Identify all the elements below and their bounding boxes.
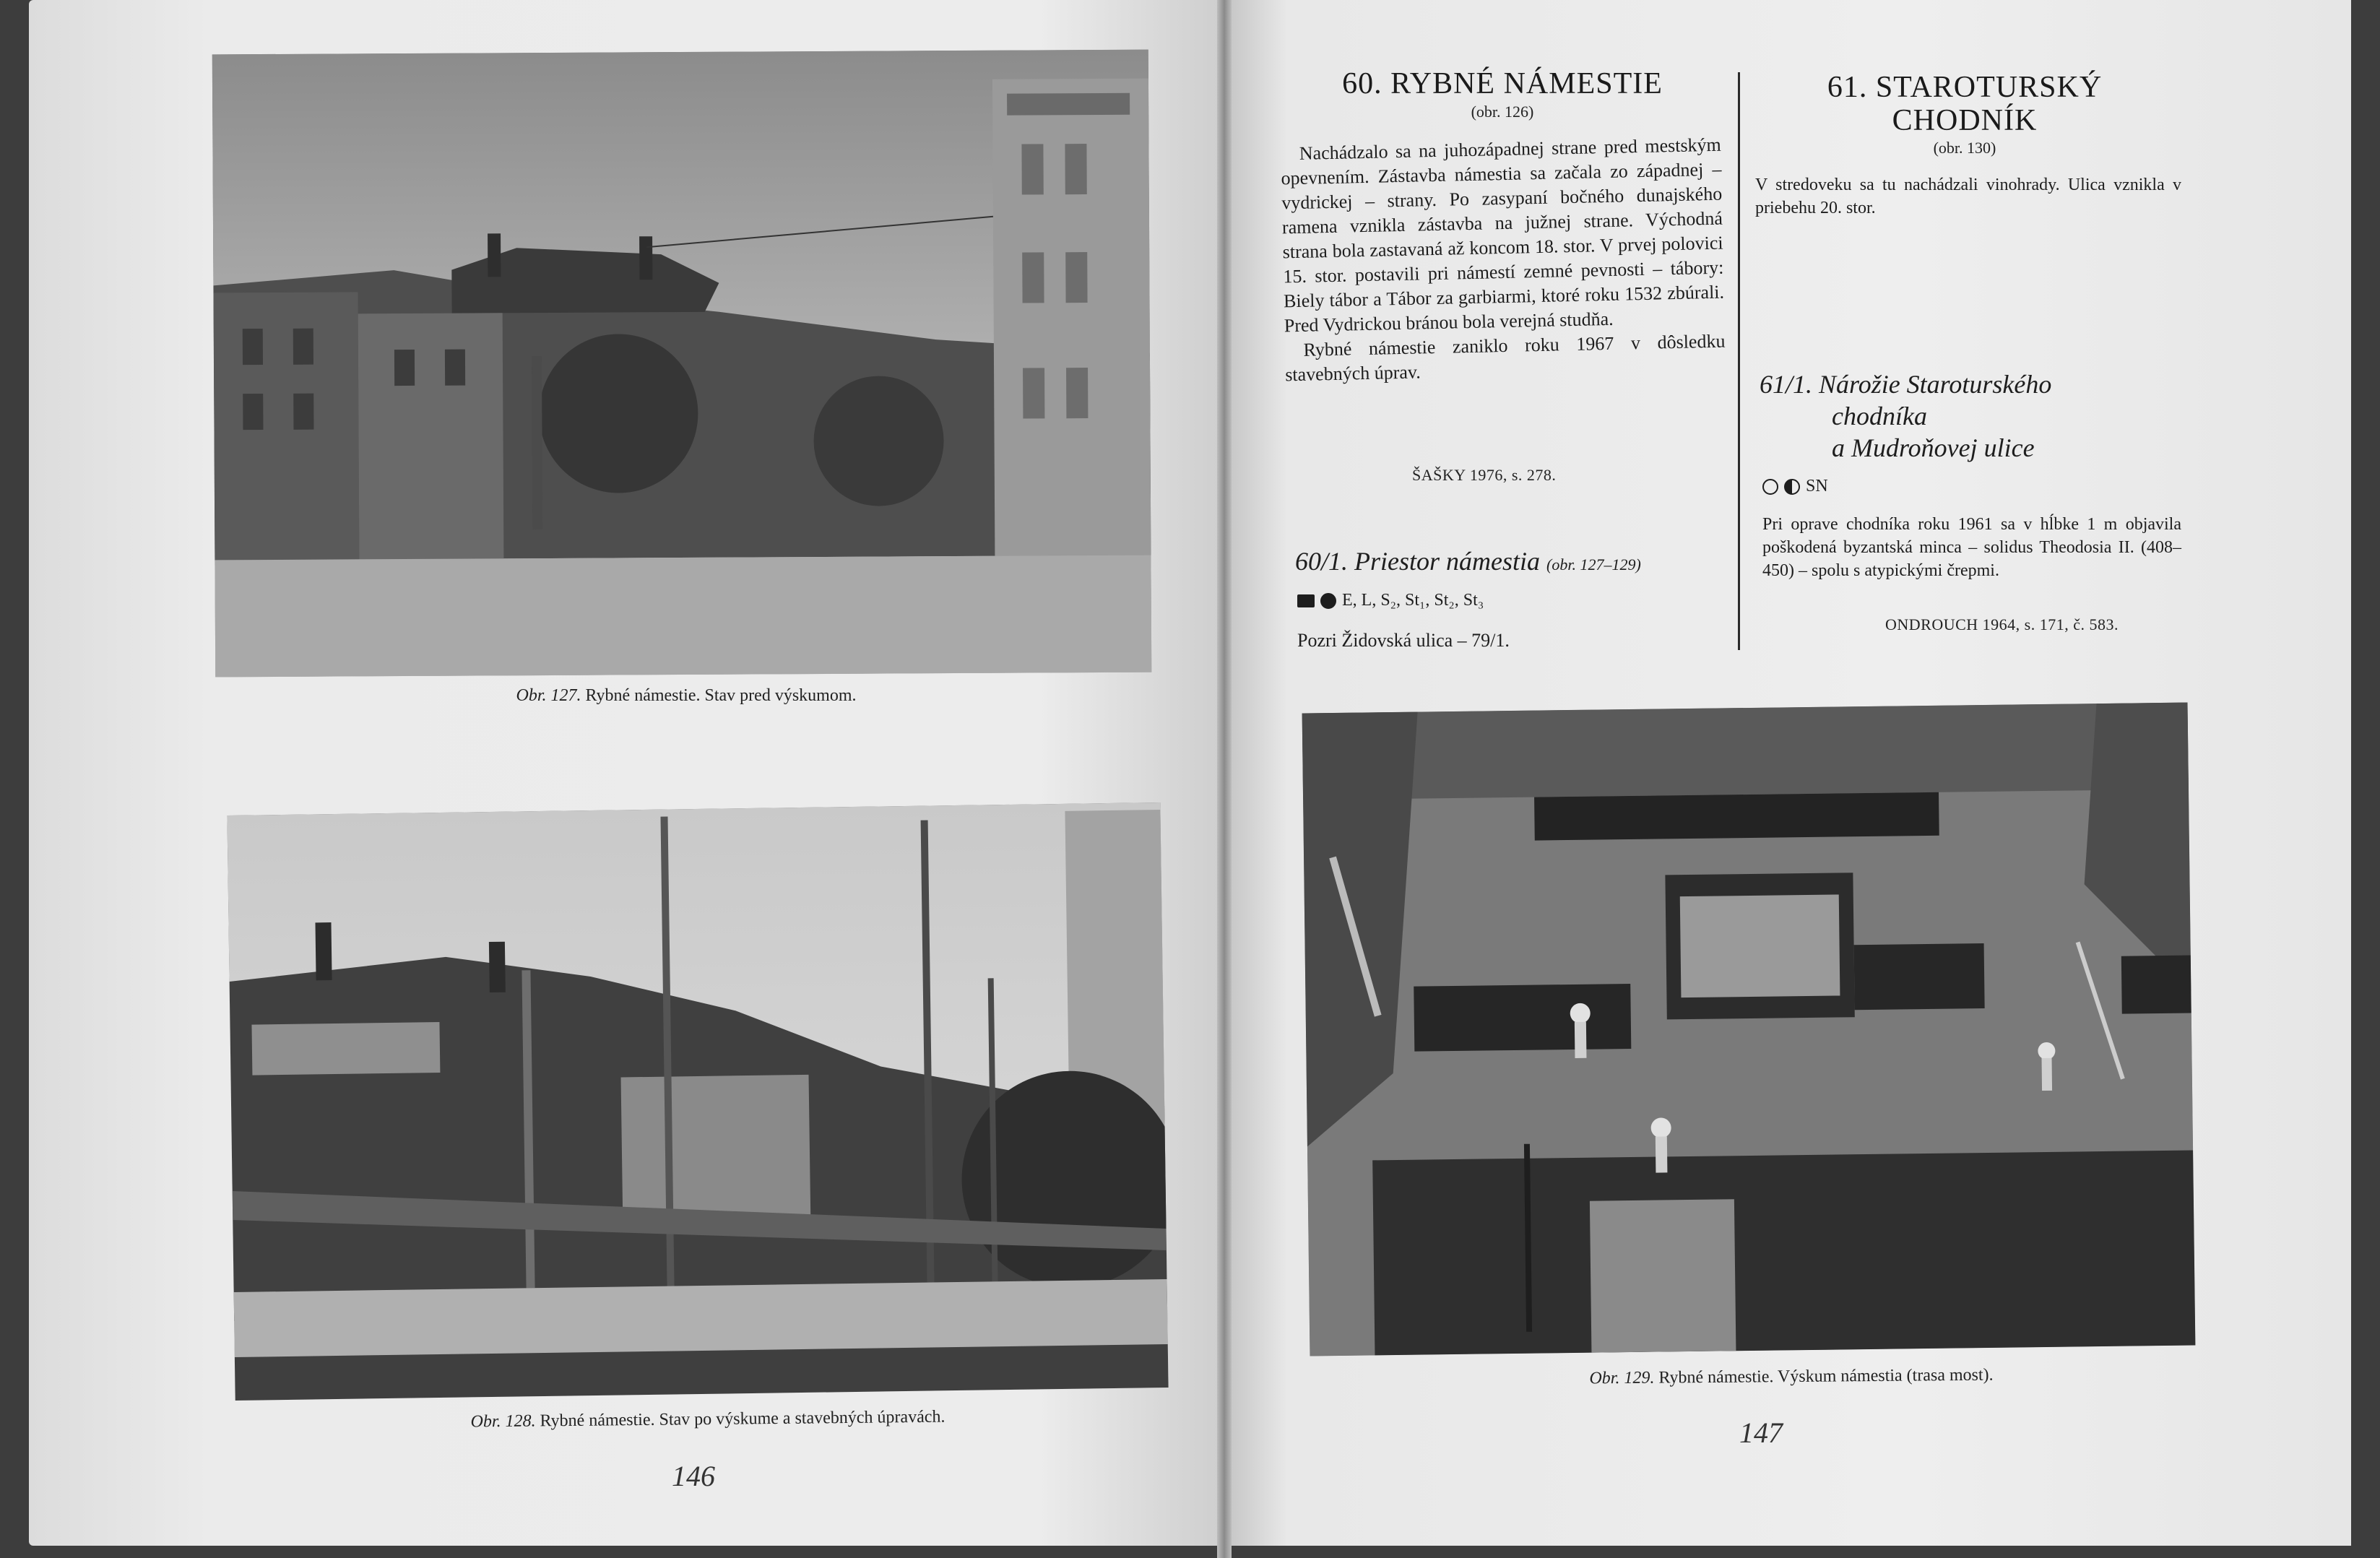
photo-fig-129 — [1302, 703, 2196, 1356]
empty-circle-symbol-icon — [1762, 479, 1778, 495]
section-60-1-text: Pozri Židovská ulica – 79/1. — [1297, 630, 1510, 651]
symbol-codes: SN — [1806, 477, 1828, 495]
photo-fig-128 — [227, 802, 1168, 1401]
caption-number: Obr. 127. — [516, 686, 581, 705]
book-gutter — [1217, 0, 1232, 1558]
symbol-codes: E, L, S₂, St₁, St₂, St₃ — [1342, 591, 1484, 610]
caption-number: Obr. 128. — [470, 1411, 536, 1432]
photo-fig-127 — [212, 50, 1151, 678]
section-61-title-line-1: 61. STAROTURSKÝ — [1827, 71, 2103, 104]
caption-number: Obr. 129. — [1589, 1368, 1655, 1388]
half-circle-symbol-icon — [1784, 479, 1800, 495]
section-61-1-title-line-3: a Mudroňovej ulice — [1832, 433, 2035, 462]
section-60-citation: ŠAŠKY 1976, s. 278. — [1412, 466, 1557, 484]
section-61-1-title-line-2: chodníka — [1832, 402, 1927, 430]
caption-fig-127 — [433, 686, 939, 706]
section-60-ref: (obr. 126) — [1471, 103, 1534, 121]
section-61-title — [1755, 71, 2174, 137]
section-60-title: 60. RYBNÉ NÁMESTIE — [1342, 67, 1663, 100]
section-61-1-text: Pri oprave chodníka roku 1961 sa v hĺbke 1 m objavila poškodená byzantská minca – solidus Theodosia II. (408–450) – spolu s atypickými črepmi. — [1762, 515, 2181, 580]
section-60-1-title-text: 60/1. Priestor námestia — [1295, 547, 1540, 576]
section-61-1-title-line-1: 61/1. Nárožie Staroturského — [1760, 370, 2052, 399]
section-60-paragraph-1: Nachádzalo sa na juhozápadnej strane pred mestským opevnením. Zástavba námestia sa začala zo západnej – vydrickej – strany. Po zasypaní bočného dunajského ramena vznikla zástavba na južnej strane. Východná strana bola zastavaná až koncom 18. stor. V prvej polovici 15. stor. postavili pri námestí zemné pevnosti – tábory: Biely tábor a Tábor za garbiarmi, ktoré roku 1532 zbúrali. Pred Vydrickou bránou bola verejná studňa. — [1281, 134, 1725, 337]
caption-text: Rybné námestie. Stav pred výskumom. — [585, 686, 857, 705]
section-60-1-ref: (obr. 127–129) — [1546, 555, 1641, 574]
square-symbol-icon — [1297, 594, 1315, 607]
section-60-1-symbols — [1297, 591, 1484, 610]
section-61-1-symbols — [1762, 477, 1828, 496]
caption-text: Rybné námestie. Stav po výskume a stavebných úpravách. — [540, 1407, 945, 1431]
full-circle-symbol-icon — [1320, 593, 1336, 609]
column-divider — [1738, 72, 1740, 650]
page-number-right: 147 — [1739, 1416, 1783, 1449]
section-61-ref: (obr. 130) — [1933, 139, 1996, 157]
page-number-left: 146 — [672, 1460, 715, 1492]
section-61-1-title — [1760, 368, 2178, 464]
caption-text: Rybné námestie. Výskum námestia (trasa most). — [1658, 1365, 1994, 1388]
section-61-text: V stredoveku sa tu nachádzali vinohrady. Ulica vznikla v priebehu 20. stor. — [1755, 176, 2181, 217]
section-60-body — [1281, 133, 1726, 388]
section-60-paragraph-2: Rybné námestie zaniklo roku 1967 v dôsledku stavebných úprav. — [1284, 330, 1726, 386]
section-61-1-citation: ONDROUCH 1964, s. 171, č. 583. — [1885, 615, 2119, 633]
section-60-1-title — [1295, 545, 1743, 581]
section-61-title-line-2: CHODNÍK — [1892, 104, 2038, 137]
